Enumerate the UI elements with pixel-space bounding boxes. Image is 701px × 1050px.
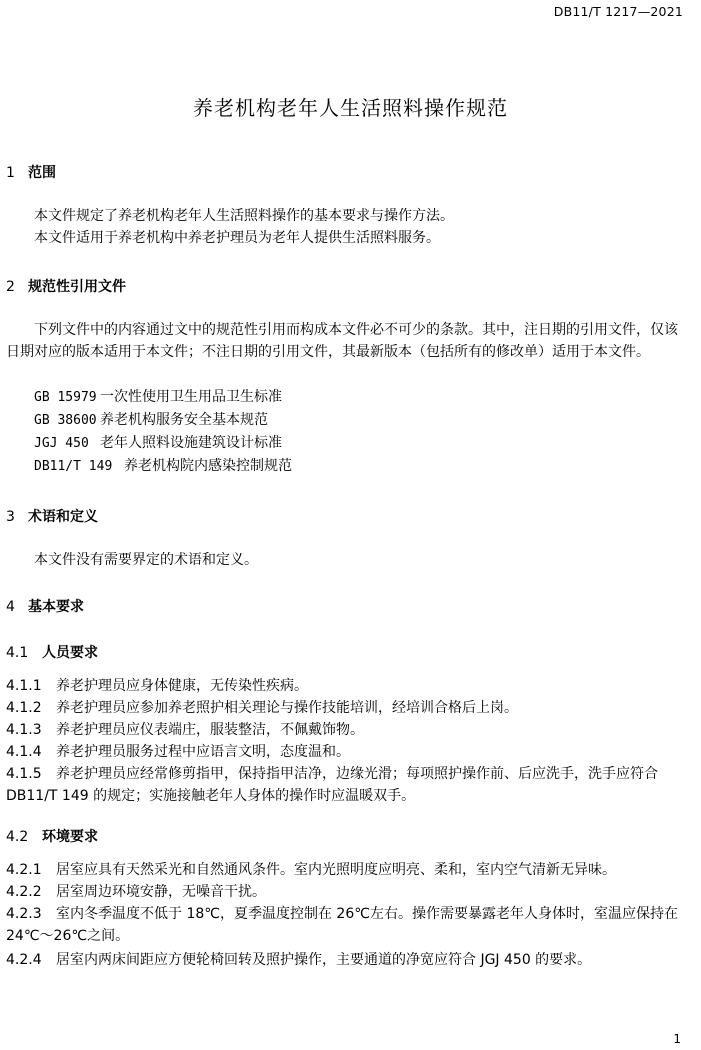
clause-text: 居室周边环境安静，无噪音干扰。 (56, 884, 266, 900)
reference-name: 一次性使用卫生用品卫生标准 (100, 389, 282, 405)
paragraph: 本文件规定了养老机构老年人生活照料操作的基本要求与操作方法。 (34, 208, 454, 224)
section-title: 范围 (28, 165, 56, 181)
paragraph: 本文件没有需要界定的术语和定义。 (34, 552, 258, 568)
reference-code: GB 15979 (34, 390, 97, 405)
reference-item (34, 386, 282, 406)
subsection-number: 4.1 (6, 645, 29, 661)
clause-number: 4.1.1 (6, 678, 42, 694)
page-number: 1 (673, 1032, 681, 1046)
clause-item (6, 742, 691, 764)
clause-number: 4.2.4 (6, 952, 42, 968)
subsection-title: 人员要求 (42, 645, 98, 661)
clause-item (6, 676, 691, 698)
reference-code: GB 38600 (34, 413, 97, 428)
section-2-heading (6, 276, 126, 296)
clause-number: 4.2.3 (6, 906, 42, 922)
subsection-title: 环境要求 (42, 829, 98, 845)
clause-item (6, 860, 691, 882)
document-title: 养老机构老年人生活照料操作规范 (193, 96, 508, 120)
clause-text: 居室应具有天然采光和自然通风条件。室内光照明度应明亮、柔和，室内空气清新无异味。 (56, 862, 616, 878)
clause-number: 4.1.5 (6, 766, 42, 782)
clause-text: 养老护理员应经常修剪指甲，保持指甲洁净，边缘光滑；每项照护操作前、后应洗手，洗手应符合 DB11/T 149 的规定；实施接触老年人身体的操作时应温暖双手。 (6, 766, 658, 804)
reference-name: 养老机构服务安全基本规范 (100, 412, 268, 428)
clause-number: 4.2.1 (6, 862, 42, 878)
section-title: 规范性引用文件 (28, 279, 126, 295)
subsection-number: 4.2 (6, 829, 29, 845)
clause-item (6, 698, 691, 720)
reference-item (34, 409, 268, 429)
clause-text: 养老护理员应仪表端庄，服装整洁，不佩戴饰物。 (56, 722, 364, 738)
section-title: 术语和定义 (28, 509, 98, 525)
clause-number: 4.2.2 (6, 884, 42, 900)
section-number: 3 (6, 509, 15, 525)
reference-item (34, 432, 282, 452)
subsection-4-2-heading (6, 826, 98, 846)
section-title: 基本要求 (28, 599, 84, 615)
paragraph: 本文件适用于养老机构中养老护理员为老年人提供生活照料服务。 (34, 230, 440, 246)
section-number: 2 (6, 279, 15, 295)
reference-code: DB11/T 149 (34, 459, 113, 474)
reference-code: JGJ 450 (34, 436, 89, 451)
paragraph: 下列文件中的内容通过文中的规范性引用而构成本文件必不可少的条款。其中，注日期的引用文件，仅该日期对应的版本适用于本文件；不注日期的引用文件，其最新版本（包括所有的修改单）适用于本文件。 (6, 322, 678, 360)
clause-item (6, 882, 691, 904)
clause-item (6, 904, 691, 947)
clause-text: 居室内两床间距应方便轮椅回转及照护操作，主要通道的净宽应符合 JGJ 450 的要求。 (56, 952, 592, 968)
subsection-4-1-heading (6, 642, 98, 662)
section-4-heading (6, 596, 84, 616)
standard-code: DB11/T 1217—2021 (553, 4, 683, 19)
section-1-heading (6, 162, 56, 182)
clause-number: 4.1.3 (6, 722, 42, 738)
clause-item (6, 764, 691, 807)
section-3-heading (6, 506, 98, 526)
clause-text: 养老护理员服务过程中应语言文明，态度温和。 (56, 744, 350, 760)
clause-item (6, 950, 691, 972)
reference-item (34, 455, 292, 475)
reference-name: 老年人照料设施建筑设计标准 (100, 435, 282, 451)
reference-name: 养老机构院内感染控制规范 (124, 458, 292, 474)
clause-number: 4.1.4 (6, 744, 42, 760)
clause-text: 室内冬季温度不低于 18℃，夏季温度控制在 26℃左右。操作需要暴露老年人身体时，室温应保持在 24℃～26℃之间。 (6, 906, 678, 944)
clause-number: 4.1.2 (6, 700, 42, 716)
section-number: 1 (6, 165, 15, 181)
section-number: 4 (6, 599, 15, 615)
clause-text: 养老护理员应参加养老照护相关理论与操作技能培训，经培训合格后上岗。 (56, 700, 518, 716)
clause-item (6, 720, 691, 742)
clause-text: 养老护理员应身体健康，无传染性疾病。 (56, 678, 308, 694)
